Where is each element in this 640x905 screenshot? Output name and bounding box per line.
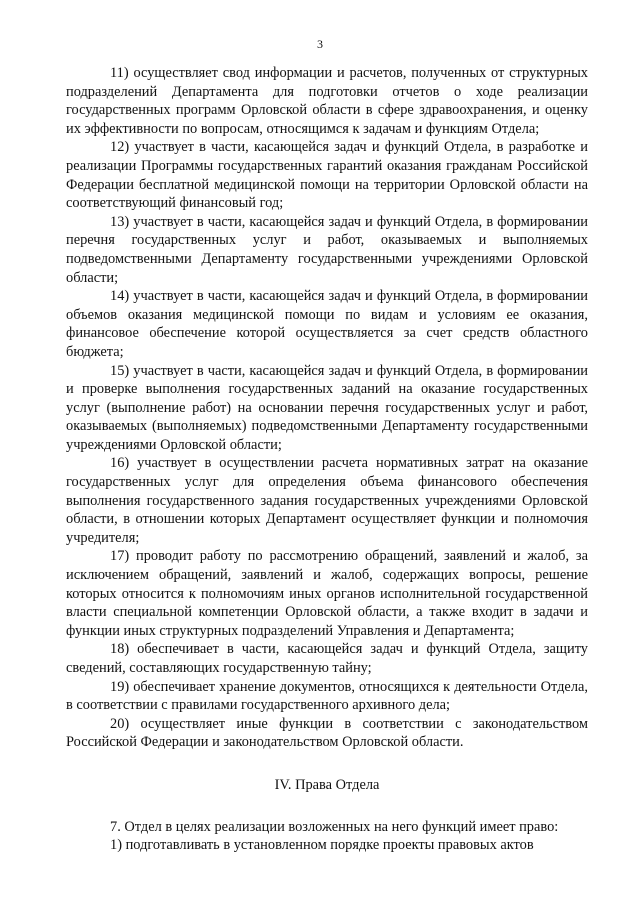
- section-heading: IV. Права Отдела: [274, 776, 380, 793]
- paragraph-item-13: 13) участвует в части, касающейся задач и функций Отдела, в формировании перечня государственных услуг и работ, оказываемых и выполняемых подведомственными Департаменту государственными учреждениями Орловской области;: [66, 213, 588, 286]
- paragraph-item-12: 12) участвует в части, касающейся задач и функций Отдела, в разработке и реализации Программы государственных гарантий оказания гражданам Российской Федерации бесплатной медицинской помощи на территории Орловской области на соответствующий финансовый год;: [66, 139, 588, 212]
- paragraph-clause-7: 7. Отдел в целях реализации возложенных на него функций имеет право:: [110, 818, 559, 835]
- paragraph-item-19: 19) обеспечивает хранение документов, относящихся к деятельности Отдела, в соответствии с правилами государственного архивного дела;: [66, 678, 588, 714]
- paragraph-item-14: 14) участвует в части, касающейся задач и функций Отдела, в формировании объемов оказания медицинской помощи по видам и условиям ее оказания, финансовое обеспечение которой осуществляется за счет средств областного бюджета;: [66, 288, 588, 360]
- paragraph-item-16: 16) участвует в осуществлении расчета нормативных затрат на оказание государственных услуг для определения объема финансового обеспечения выполнения государственного задания государственных учреждениями Орловской области, в отношении которых Департамент осуществляет функции и полномочия учредителя;: [66, 455, 588, 546]
- paragraph-item-20: 20) осуществляет иные функции в соответствии с законодательством Российской Федерации и законодательством Орловской области.: [66, 715, 588, 751]
- paragraph-item-18: 18) обеспечивает в части, касающейся задач и функций Отдела, защиту сведений, составляющих государственную тайну;: [66, 641, 588, 676]
- paragraph-item-17: 17) проводит работу по рассмотрению обращений, заявлений и жалоб, за исключением обращений, заявлений и жалоб, содержащих вопросы, решение которых относится к полномочиям иных органов исполнительной государственной власти специальной компетенции Орловской области, а также входит в задачи и функции иных структурных подразделений Управления и Департамента;: [66, 548, 588, 639]
- paragraph-item-15: 15) участвует в части, касающейся задач и функций Отдела, в формировании и проверке выполнения государственных заданий на оказание государственных услуг (выполнение работ) на основании перечня государственных услуг и работ, оказываемых (выполняемых) подведомственными Департаменту государственными учреждениями Орловской области;: [66, 362, 588, 453]
- paragraph-right-1: 1) подготавливать в установленном порядке проекты правовых актов: [110, 837, 534, 854]
- paragraph-item-11: 11) осуществляет свод информации и расчетов, полученных от структурных подразделений Департамента для подготовки отчетов о ходе реализации государственных программ Орловской области в сфере здравоохранения, и оценку их эффективности по вопросам, относящимся к задачам и функциям Отдела;: [66, 65, 588, 137]
- page-number: 3: [317, 37, 323, 51]
- document-body: [66, 64, 588, 855]
